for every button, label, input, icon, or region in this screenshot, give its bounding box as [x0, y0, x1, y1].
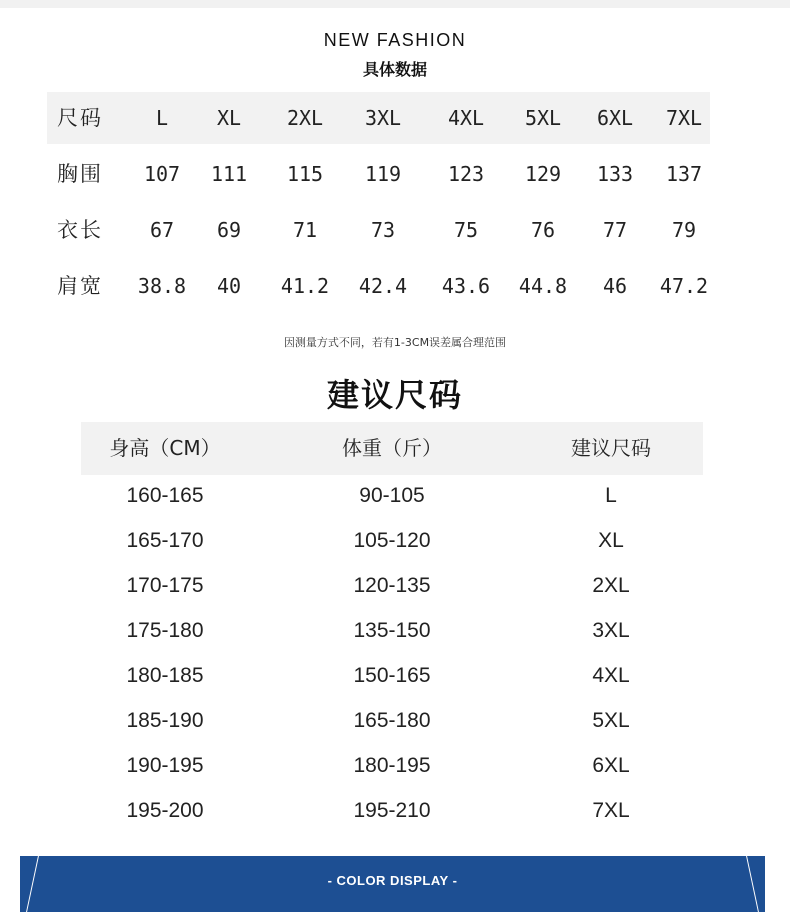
size-cell: 40 — [216, 274, 242, 298]
height-range: 165-170 — [126, 529, 204, 552]
row-label: 尺码 — [57, 106, 103, 130]
weight-range: 165-180 — [353, 709, 431, 732]
weight-range: 120-135 — [353, 574, 431, 597]
recommend-table-header — [81, 422, 703, 475]
recommend-row — [81, 473, 703, 518]
size-cell: 107 — [143, 162, 181, 186]
size-cell: 76 — [530, 218, 556, 242]
size-cell: 73 — [370, 218, 396, 242]
height-range: 170-175 — [126, 574, 204, 597]
recommended-size: 4XL — [592, 664, 630, 687]
size-header-cell: 2XL — [286, 106, 324, 130]
size-cell: 47.2 — [659, 274, 709, 298]
recommended-size: XL — [598, 529, 624, 552]
size-cell: 137 — [665, 162, 703, 186]
size-cell: 44.8 — [518, 274, 568, 298]
weight-range: 195-210 — [353, 799, 431, 822]
size-table-row — [47, 204, 710, 256]
size-cell: 133 — [596, 162, 634, 186]
height-range: 180-185 — [126, 664, 204, 687]
height-range: 190-195 — [126, 754, 204, 777]
recommend-row — [81, 698, 703, 743]
size-cell: 119 — [364, 162, 402, 186]
weight-range: 90-105 — [359, 484, 425, 507]
weight-range: 135-150 — [353, 619, 431, 642]
recommend-row — [81, 788, 703, 833]
column-height: 身高（CM） — [109, 436, 221, 460]
weight-range: 105-120 — [353, 529, 431, 552]
size-cell: 129 — [524, 162, 562, 186]
recommended-size: L — [605, 484, 617, 507]
row-label: 胸围 — [57, 162, 103, 186]
recommended-size: 2XL — [592, 574, 630, 597]
height-range: 175-180 — [126, 619, 204, 642]
size-table-header — [47, 92, 710, 144]
size-cell: 46 — [602, 274, 628, 298]
recommend-row — [81, 743, 703, 788]
recommend-row — [81, 518, 703, 563]
size-cell: 67 — [149, 218, 175, 242]
color-display-banner — [20, 856, 765, 912]
height-range: 185-190 — [126, 709, 204, 732]
size-header-cell: 7XL — [665, 106, 703, 130]
size-cell: 115 — [286, 162, 324, 186]
height-range: 195-200 — [126, 799, 204, 822]
height-range: 160-165 — [126, 484, 204, 507]
size-header-cell: L — [155, 106, 169, 130]
recommended-size: 7XL — [592, 799, 630, 822]
size-header-cell: XL — [216, 106, 242, 130]
size-cell: 111 — [210, 162, 248, 186]
recommend-row — [81, 563, 703, 608]
top-divider — [0, 0, 790, 8]
size-cell: 71 — [292, 218, 318, 242]
weight-range: 180-195 — [353, 754, 431, 777]
banner-label: - COLOR DISPLAY - — [327, 873, 458, 888]
section-subtitle: 具体数据 — [362, 60, 427, 79]
recommend-title: 建议尺码 — [326, 376, 463, 414]
size-cell: 79 — [671, 218, 697, 242]
size-cell: 77 — [602, 218, 628, 242]
weight-range: 150-165 — [353, 664, 431, 687]
size-header-cell: 6XL — [596, 106, 634, 130]
recommended-size: 6XL — [592, 754, 630, 777]
size-header-cell: 5XL — [524, 106, 562, 130]
size-cell: 38.8 — [137, 274, 187, 298]
recommend-row — [81, 608, 703, 653]
column-size: 建议尺码 — [571, 436, 651, 460]
size-cell: 42.4 — [358, 274, 408, 298]
recommended-size: 5XL — [592, 709, 630, 732]
size-cell: 41.2 — [280, 274, 330, 298]
size-table-row — [47, 260, 710, 312]
size-cell: 75 — [453, 218, 479, 242]
size-cell: 123 — [447, 162, 485, 186]
row-label: 衣长 — [57, 218, 103, 242]
size-cell: 43.6 — [441, 274, 491, 298]
recommended-size: 3XL — [592, 619, 630, 642]
column-weight: 体重（斤） — [342, 436, 442, 460]
measurement-note: 因测量方式不同，若有1-3CM误差属合理范围 — [283, 336, 507, 349]
size-cell: 69 — [216, 218, 242, 242]
brand-title: NEW FASHION — [323, 30, 467, 50]
size-header-cell: 4XL — [447, 106, 485, 130]
size-table-row — [47, 148, 710, 200]
size-header-cell: 3XL — [364, 106, 402, 130]
recommend-row — [81, 653, 703, 698]
row-label: 肩宽 — [57, 274, 103, 298]
